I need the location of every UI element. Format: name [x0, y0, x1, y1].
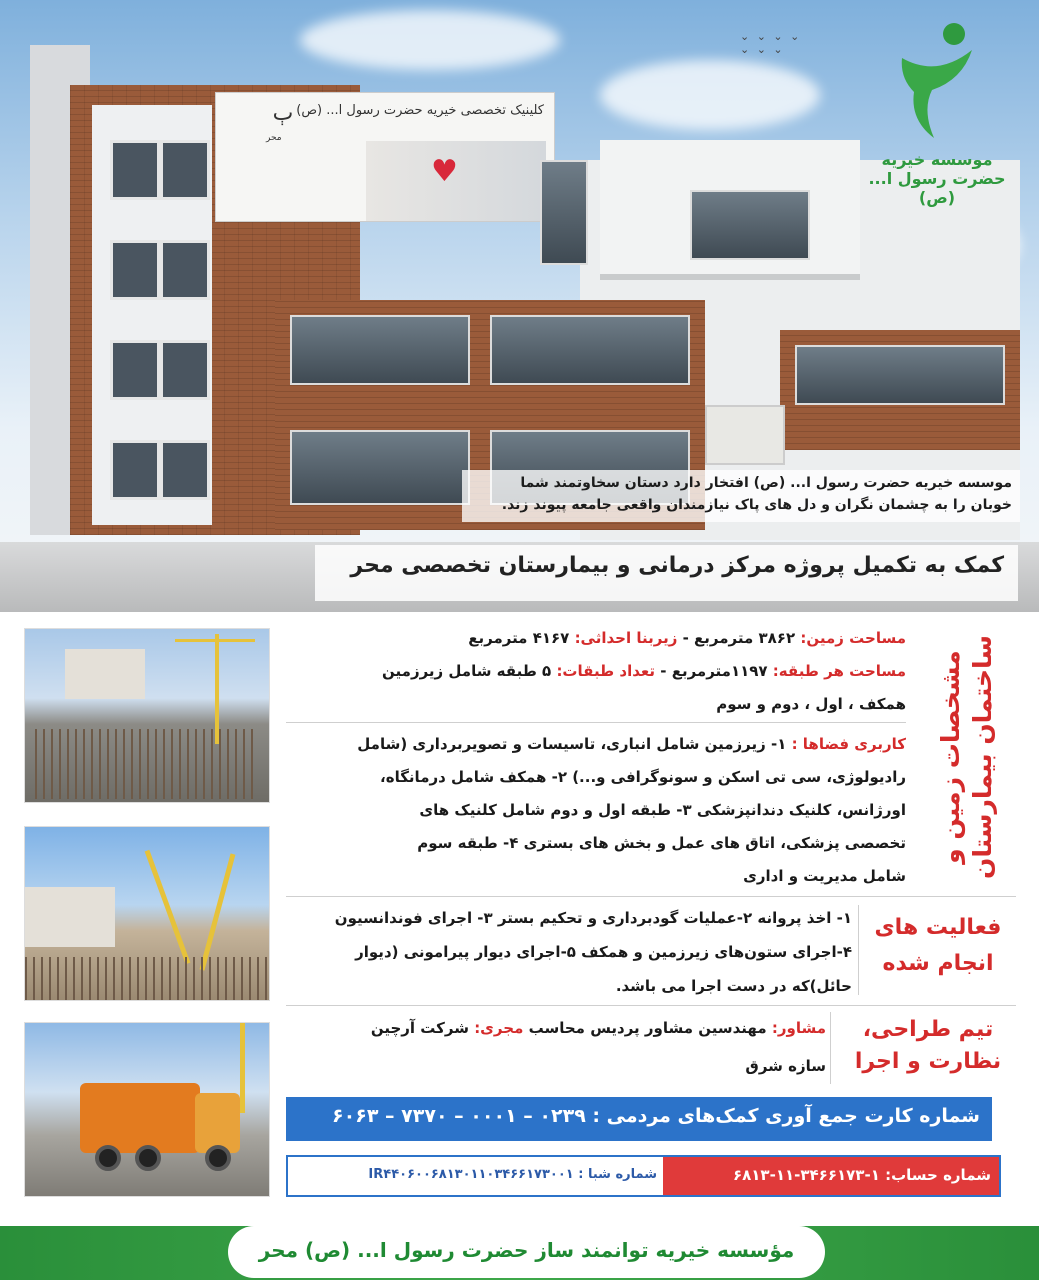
account-box: [286, 1155, 1001, 1197]
specs-title: مشخصات زمین و ساختمان بیمارستان: [936, 634, 997, 880]
footer-title: مؤسسه خیریه توانمند ساز حضرت رسول ا... (ص) محر: [228, 1226, 825, 1278]
floor-label: مساحت هر طبقه:: [772, 662, 906, 680]
footer-band: [0, 1226, 1039, 1280]
team-row: [286, 1016, 826, 1041]
built-label: زیربنا احداثی:: [574, 629, 678, 647]
hero-image: [0, 0, 1039, 612]
land-value: ۳۸۶۲ مترمربع -: [682, 629, 796, 647]
intro-line: خوبان را به چشمان نگران و دل های پاک نیازمندان واقعی جامعه پیوند زند.: [501, 497, 1012, 513]
floor-value: ۱۱۹۷مترمربع -: [660, 662, 768, 680]
building-entrance: [705, 405, 785, 465]
activities-title: [860, 910, 1016, 982]
divider: [858, 905, 859, 995]
window: [290, 430, 470, 505]
divider: [830, 1012, 831, 1084]
photo-wheel: [205, 1145, 231, 1171]
window: [160, 140, 210, 200]
account-number: شماره حساب: ۱-۳۴۶۶۱۷۳-۱۱-۶۸۱۳: [663, 1157, 999, 1195]
team-title-line: تیم طراحی،: [862, 1017, 994, 1042]
photo-building: [25, 887, 115, 947]
photo-crane: [200, 853, 236, 970]
photo-crane: [175, 639, 255, 642]
usage-line: شامل مدیریت و اداری: [743, 867, 906, 885]
executor-value: شرکت آرچین: [370, 1019, 469, 1037]
specs-floor-row: [286, 659, 906, 684]
window: [690, 190, 810, 260]
construction-photo: [24, 826, 270, 1001]
window: [490, 315, 690, 385]
window: [160, 340, 210, 400]
specs-title-box: [912, 625, 1022, 890]
window: [290, 315, 470, 385]
cloud: [600, 60, 820, 130]
divider: [286, 722, 906, 723]
photo-rebar: [35, 729, 255, 799]
specs-land-row: [286, 626, 906, 651]
window: [795, 345, 1005, 405]
window: [110, 340, 160, 400]
activities-title-line: فعالیت های: [874, 915, 1002, 940]
activity-line: حائل)که در دست اجرا می باشد.: [615, 977, 852, 995]
birds-icon: ⌄ ⌄ ⌄ ⌄ ⌄ ⌄ ⌄: [740, 30, 802, 56]
intro-text: [462, 470, 1020, 522]
billboard-logo-caption: محر: [266, 133, 282, 143]
divider: [286, 1005, 1016, 1006]
charity-logo-icon: [892, 20, 982, 140]
construction-photo: [24, 628, 270, 803]
window: [110, 240, 160, 300]
donation-card-number: شماره کارت جمع آوری کمک‌های مردمی : ۰۲۳۹ – ۰۰۰۱ – ۷۳۷۰ – ۶۰۶۳: [286, 1097, 992, 1141]
charity-logo-name: موسسه خیریه حضرت رسول ا... (ص): [868, 150, 1006, 207]
building-billboard: [215, 92, 555, 222]
photo-wheel: [135, 1145, 161, 1171]
heart-icon: ♥: [431, 154, 458, 189]
activity-line: ۴-اجرای ستون‌های زیرزمین و همکف ۵-اجرای دیوار پیرامونی (دیوار: [355, 943, 852, 961]
usage-line: تخصصی پزشکی، اتاق های عمل و بخش های بستری ۴- طبقه سوم: [417, 834, 906, 852]
usage-line: رادیولوژی، سی تی اسکن و سونوگرافی و...) ۲- همکف شامل درمانگاه،: [380, 768, 906, 786]
executor-label: مجری:: [474, 1019, 524, 1037]
usage-line: ۱- زیرزمین شامل انباری، تاسیسات و تصویربرداری (شامل: [357, 735, 787, 753]
photo-mixer-truck: [80, 1083, 200, 1153]
window: [160, 240, 210, 300]
cloud: [300, 10, 560, 70]
intro-line: موسسه خیریه حضرت رسول ا... (ص) افتخار دارد دستان سخاوتمند شما: [520, 475, 1012, 491]
land-label: مساحت زمین:: [800, 629, 906, 647]
team-title: [838, 1014, 1018, 1078]
usage-line: اورژانس، کلنیک دندانپزشکی ۳- طبقه اول و دوم شامل کلنیک های: [419, 801, 906, 819]
page-headline: کمک به تکمیل پروژه مرکز درمانی و بیمارستان تخصصی محر: [315, 545, 1018, 601]
window: [160, 440, 210, 500]
window: [540, 160, 588, 265]
window: [110, 140, 160, 200]
photo-wheel: [95, 1145, 121, 1171]
charity-logo: [862, 20, 1012, 207]
consultant-value: مهندسین مشاور پردیس محاسب: [528, 1019, 767, 1037]
team-row-2: سازه شرق: [745, 1057, 826, 1075]
billboard-logo-icon: ٻ: [272, 101, 294, 126]
specs-floors-row-2: همکف ، اول ، دوم و سوم: [716, 695, 906, 713]
photo-crane: [240, 1023, 245, 1113]
usage-label: کاربری فضاها :: [791, 735, 906, 753]
photo-building: [65, 649, 145, 699]
footer: [0, 1216, 1039, 1280]
activities-title-line: انجام شده: [882, 951, 994, 976]
floors-label: تعداد طبقات:: [556, 662, 656, 680]
team-title-line: نظارت و اجرا: [854, 1049, 1002, 1074]
activity-line: ۱- اخذ پروانه ۲-عملیات گودبرداری و تحکیم بستر ۳- اجرای فوندانسیون: [334, 909, 852, 927]
billboard-text: کلینیک تخصصی خیریه حضرت رسول ا... (ص): [296, 103, 544, 118]
floors-value: ۵ طبقه شامل زیرزمین: [382, 662, 552, 680]
sheba-number: شماره شبا : IR۴۴۰۶۰۰۶۸۱۳۰۱۱۰۳۴۶۶۱۷۳۰۰۱: [288, 1157, 663, 1195]
photo-crane: [215, 634, 219, 744]
photo-crane: [145, 850, 191, 964]
specs-usage-row: [286, 732, 906, 757]
consultant-label: مشاور:: [771, 1019, 826, 1037]
photo-truck-cab: [195, 1093, 240, 1153]
construction-photo: [24, 1022, 270, 1197]
window: [110, 440, 160, 500]
built-value: ۴۱۶۷ مترمربع: [468, 629, 570, 647]
divider: [286, 896, 1016, 897]
photo-rebar: [25, 957, 270, 1001]
